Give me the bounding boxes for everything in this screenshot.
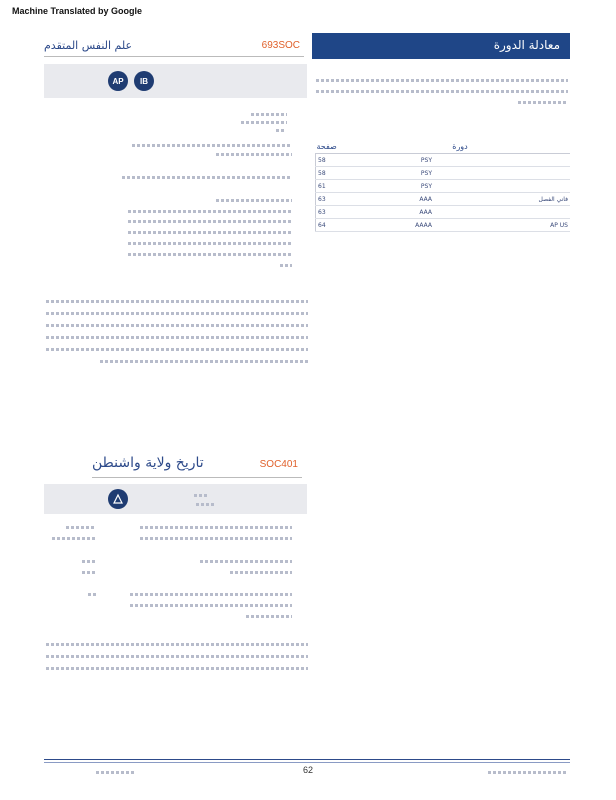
table-row (316, 193, 571, 206)
row-course-code: PSY (350, 154, 434, 167)
section-title: معادلة الدورة (493, 38, 560, 52)
row-page: 63 (316, 193, 351, 206)
row-page: 64 (316, 219, 351, 232)
row-course-desc (434, 206, 570, 219)
course-badge-band (44, 64, 307, 98)
row-page: 58 (316, 154, 351, 167)
column-header-page: صفحة (316, 139, 351, 154)
row-course-code: PSY (350, 167, 434, 180)
table-row (316, 206, 571, 219)
course-badge-band (44, 484, 307, 514)
page-number: 62 (302, 765, 313, 775)
course-name: تاريخ ولاية واشنطن (92, 455, 204, 471)
equivalency-table (315, 139, 570, 232)
row-course-desc (434, 180, 570, 193)
course-title-bar (92, 455, 302, 478)
table-row (316, 167, 571, 180)
table-row (316, 180, 571, 193)
row-course-code: AAA (350, 206, 434, 219)
row-course-desc (434, 167, 570, 180)
ap-badge-icon: AP (108, 71, 128, 91)
footer-rule (44, 759, 570, 760)
course-type-icon (108, 489, 128, 509)
course-name: علم النفس المتقدم (44, 39, 133, 52)
table-row (316, 154, 571, 167)
table-row (316, 219, 571, 232)
machine-translation-banner: Machine Translated by Google (12, 6, 143, 16)
row-course-code: AAA (350, 193, 434, 206)
table-header-row (316, 139, 571, 154)
row-page: 61 (316, 180, 351, 193)
row-course-code: AAAA (350, 219, 434, 232)
row-course-code: PSY (350, 180, 434, 193)
footer-rule-thin (44, 762, 570, 763)
section-header (312, 33, 570, 59)
course-title-bar (44, 38, 304, 57)
row-course-desc: AP US (434, 219, 570, 232)
course-code: 693SOC (261, 40, 300, 51)
row-course-desc: فاني الفصل (434, 193, 570, 206)
ib-badge-icon: IB (134, 71, 154, 91)
row-page: 58 (316, 167, 351, 180)
column-header-course: دورة (350, 139, 570, 154)
row-course-desc (434, 154, 570, 167)
row-page: 63 (316, 206, 351, 219)
course-code: SOC401 (259, 459, 298, 470)
